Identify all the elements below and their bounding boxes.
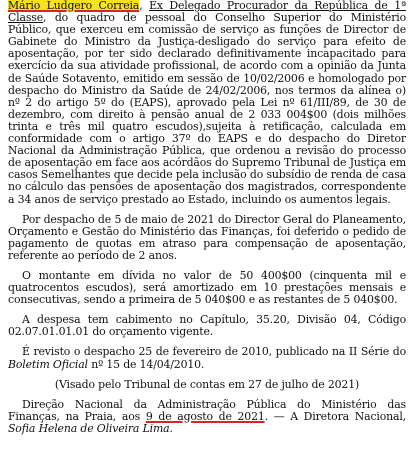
paragraph-revisao [8, 346, 406, 370]
person-name-highlight: Mário Ludgero Correia [8, 0, 140, 12]
signature-date: 9 de agosto de 2021 [145, 409, 265, 423]
paragraph-body: , do quadro de pessoal do Conselho Superior do Ministério Público, que exerceu em comissão de serviço as funções de Director de Gabinete do Ministro da Justiça-desligado do serviço para efeito de aposentação, por ter sido declarado definitivamente incapacitado para exercício da sua atividade profissional, de acordo com a opinião da Junta de Saúde Sotavento, emitido em sessão de 10/02/2006 e homologado por despacho do Ministro da Saúde de 24/02/2006, nos termos da alínea o) nº 2 do artigo 5º do (EAPS), aprovado pela Lei nº 61/III/89, de 30 de dezembro, com direito à pensão anual de 2 033 004$00 (dois milhões trinta e três mil quatro escudos),sujeita à retificação, calculada em conformidade com o artigo 37º do EAPS e do despacho do Diretor Nacional da Administração Pública, que ordenou a revisão do processo de aposentação em face aos acórdãos do Supremo Tribunal de Justiça em casos Semelhantes que decide pela inclusão do subsídio de renda de casa no cálculo das pensões de aposentação dos magistrados, correspondente a 34 anos de serviço prestado ao Estado, incluindo os aumentos legais. [8, 11, 406, 206]
signature-role: . — A Diretora Nacional, [264, 409, 406, 423]
paragraph-aposentacao [8, 0, 406, 206]
boletim-oficial-italic: Boletim Oficial [8, 357, 88, 371]
position-title: Ex Delegado Procurador da República de 1ª Classe [8, 0, 407, 25]
paragraph-despacho-quotas: Por despacho de 5 de maio de 2021 do Director Geral do Planeamento, Orçamento e Gestão do Ministério das Finanças, foi deferido o pedido de pagamento de quotas em atraso para compensação de aposentação, referente ao período de 2 anos. [8, 212, 406, 262]
paragraph-despesa: A despesa tem cabimento no Capítulo, 35.20, Divisão 04, Código 02.07.01.01.01 do orçamento vigente. [8, 313, 406, 339]
paragraph-signature [8, 399, 406, 435]
paragraph-visado: (Visado pelo Tribunal de contas em 27 de julho de 2021) [54, 377, 360, 391]
separator: , [139, 0, 150, 12]
paragraph-montante: O montante em dívida no valor de 50 400$00 (cinquenta mil e quatrocentos escudos), será amortizado em 10 prestações mensais e consecutivas, sendo a primeira de 5 040$00 e as restantes de 5 040$00. [8, 268, 406, 307]
revisao-text-end: nº 15 de 14/04/2010. [87, 357, 205, 371]
signatory-name: Sofia Helena de Oliveira Lima [8, 421, 170, 435]
signature-location: Direção Nacional da Administração Pública do Ministério das Finanças, na Praia, aos [8, 397, 406, 423]
revisao-text: É revisto o despacho 25 de fevereiro de 2010, publicado na II Série do [22, 345, 406, 359]
signature-end: . [169, 421, 173, 435]
